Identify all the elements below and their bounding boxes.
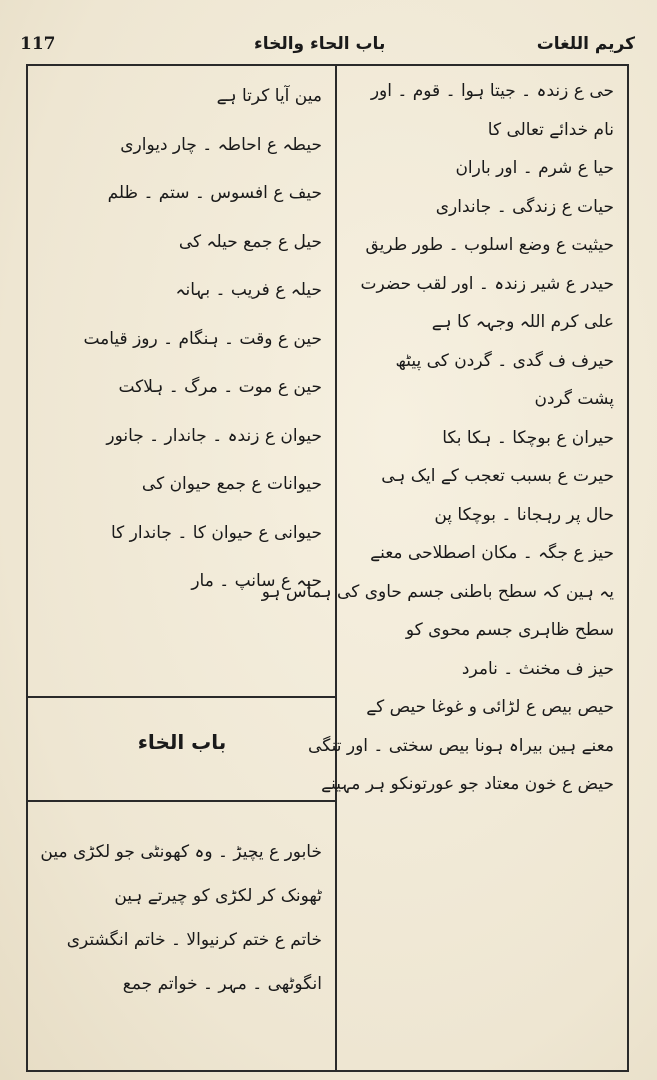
entry-line: حیوانی ع حیوان کا ۔ جاندار کا — [110, 522, 322, 543]
entry-line: حیا ع شرم ۔ اور باران — [455, 158, 614, 178]
entry-line: حیل ع جمع حیلہ کی — [178, 231, 322, 252]
entry-line: علی کرم اللہ وجہہ کا ہے — [431, 312, 614, 332]
entry-line: پشت گردن — [534, 389, 614, 409]
section-entries — [32, 830, 330, 1006]
section-heading: باب الخاء — [137, 730, 227, 754]
entry-line: سطح ظاہری جسم محوی کو — [405, 620, 614, 640]
entry-line: حیہ ع سانپ ۔ مار — [191, 571, 322, 591]
entry-line: انگوٹھی ۔ مہر ۔ خواتم جمع — [122, 974, 322, 994]
entry-line: حیف ع افسوس ۔ ستم ۔ ظلم — [107, 183, 322, 203]
entry-line: حین ع وقت ۔ ہنگام ۔ روز قیامت — [83, 328, 322, 349]
entry-line: حی ع زندہ ۔ جیتا ہوا ۔ قوم ۔ اور — [370, 81, 614, 101]
column-divider — [335, 64, 337, 1072]
entry-line: حیوان ع زندہ ۔ جاندار ۔ جانور — [106, 425, 322, 446]
entry-line: حال پر رہجانا ۔ بوچکا پن — [434, 504, 614, 525]
entry-line: حیوانات ع جمع حیوان کی — [141, 474, 322, 494]
section-rule-bottom — [28, 800, 335, 802]
entry-line: حیرت ع بسبب تعجب کے ایک ہی — [381, 466, 614, 486]
entry-line: حیات ع زندگی ۔ جانداری — [435, 196, 614, 217]
book-title: کریم اللغات — [536, 34, 635, 54]
entry-line: نام خدائے تعالی کا — [487, 119, 614, 140]
entry-line: حیز ع جگہ ۔ مکان اصطلاحی معنے — [370, 543, 614, 563]
entry-line: حیرف ف گدی ۔ گردن کی پیٹھ — [395, 350, 614, 371]
entry-line: حیز ف مخنث ۔ نامرد — [461, 658, 614, 679]
entry-line: حیثیت ع وضع اسلوب ۔ طور طریق — [365, 235, 614, 255]
entry-line: حیض ع خون معتاد جو عورتونکو ہر مہینے — [321, 774, 614, 794]
entry-line: حیطہ ع احاطہ ۔ چار دیواری — [120, 134, 322, 155]
entry-line: مین آیا کرتا ہے — [216, 86, 322, 106]
entry-line: حیران ع بوچکا ۔ ہکا بکا — [442, 427, 614, 448]
entry-line: خابور ع یچیڑ ۔ وہ کھونٹی جو لکڑی مین — [40, 842, 322, 862]
left-column — [32, 72, 330, 606]
entry-line: خاتم ع ختم کرنیوالا ۔ خاتم انگشتری — [66, 930, 322, 950]
entry-line: حین ع موت ۔ مرگ ۔ ہلاکت — [118, 377, 322, 397]
entry-line: حیص بیص ع لڑائی و غوغا حیص کے — [366, 697, 614, 717]
entry-line: حیلہ ع فریب ۔ بہانہ — [175, 280, 322, 300]
page-number: 117 — [20, 34, 56, 54]
chapter-title: باب الحاء والخاء — [254, 34, 386, 54]
entry-line: معنے ہین بیراہ ہونا بیص سختی ۔ اور تنگی — [308, 735, 614, 756]
entry-line: حیدر ع شیر زندہ ۔ اور لقب حضرت — [360, 273, 614, 294]
entry-line: یہ ہین کہ سطح باطنی جسم حاوی کی ہماس ہو — [261, 581, 614, 602]
section-rule-top — [28, 696, 335, 698]
entry-line: ٹھونک کر لکڑی کو چیرتے ہین — [114, 886, 322, 906]
page-header — [14, 34, 643, 64]
